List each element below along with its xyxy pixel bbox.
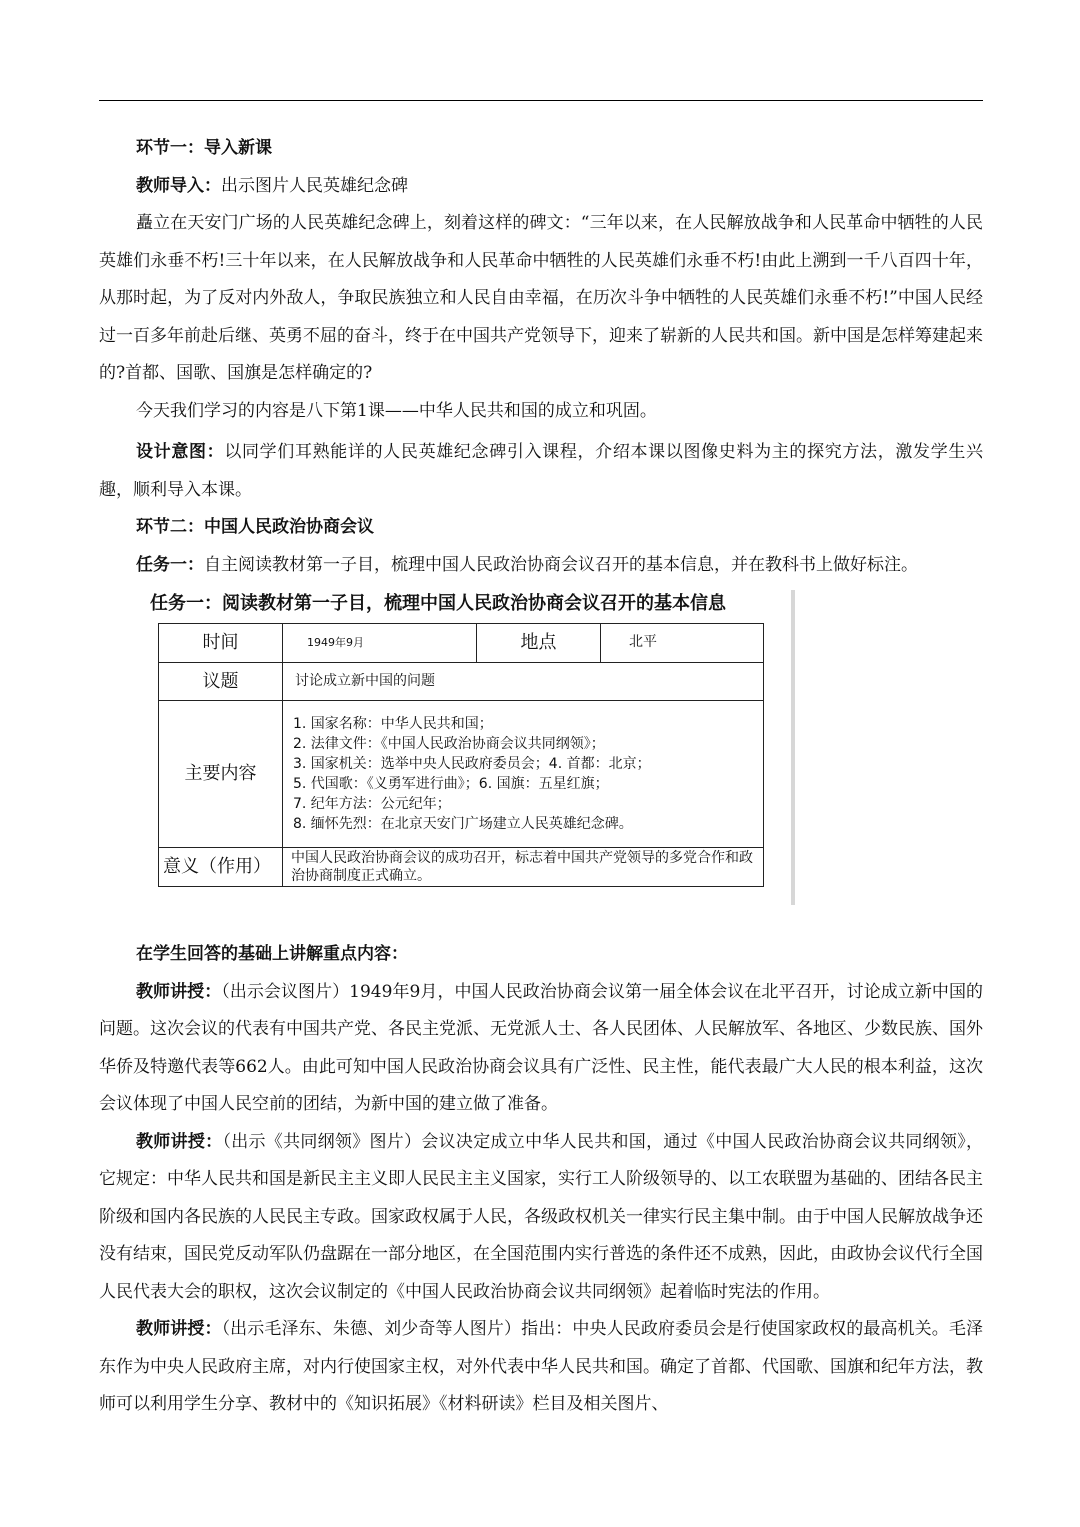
task-text: 自主阅读教材第一子目，梳理中国人民政治协商会议召开的基本信息，并在教科书上做好标注。 (204, 554, 918, 575)
task-label: 任务一： (136, 554, 204, 575)
design-intent-text: 以同学们耳熟能详的人民英雄纪念碑引入课程，介绍本课以图像史料为主的探究方法，激发学生兴趣，顺利导入本课。 (99, 442, 984, 500)
main-content-list (283, 701, 764, 848)
section3-heading: 在学生回答的基础上讲解重点内容： (136, 944, 408, 964)
teacher-intro-label: 教师导入： (136, 175, 221, 196)
place-label: 地点 (477, 624, 601, 663)
lesson-paragraph: 今天我们学习的内容是八下第1课——中华人民共和国的成立和巩固。 (136, 400, 657, 421)
info-table (158, 623, 764, 887)
time-value: 1949年9月 (283, 624, 477, 663)
lecture-section (99, 936, 983, 1424)
figure-side-bar (791, 590, 795, 905)
list-item: 2. 法律文件：《中国人民政治协商会议共同纲领》； (293, 736, 605, 752)
list-item: 3. 国家机关：选举中央人民政府委员会；4. 首都：北京； (293, 756, 651, 772)
table-row (159, 662, 764, 701)
teacher-intro-text: 出示图片人民英雄纪念碑 (221, 175, 408, 196)
list-item: 7. 纪年方法：公元纪年； (293, 796, 451, 812)
significance-value: 中国人民政治协商会议的成功召开，标志着中国共产党领导的多党合作和政治协商制度正式确立。 (283, 848, 764, 887)
task-paragraph (99, 547, 983, 585)
design-intent (99, 434, 983, 509)
list-item: 1. 国家名称：中华人民共和国； (293, 716, 493, 732)
lecture-text: （出示会议图片）1949年9月，中国人民政治协商会议第一届全体会议在北平召开，讨论成立新中国的问题。这次会议的代表有中国共产党、各民主党派、无党派人士、各人民团体、人民解放军、各地区、少数民族、国外华侨及特邀代表等662人。由此可知中国人民政治协商会议具有广泛性、民主性，能代表最广大人民的根本利益，这次会议体现了中国人民空前的团结，为新中国的建立做了准备。 (99, 981, 984, 1114)
table-row (159, 701, 764, 848)
lecture-label: 教师讲授： (136, 1131, 223, 1152)
lecture-paragraph-1 (99, 974, 983, 1124)
topic-value: 讨论成立新中国的问题 (283, 662, 764, 701)
figure-title: 任务一：阅读教材第一子目，梳理中国人民政治协商会议召开的基本信息 (150, 593, 726, 614)
list-item: 5. 代国歌：《义勇军进行曲》；6. 国旗：五星红旗； (293, 776, 609, 792)
list-item: 8. 缅怀先烈：在北京天安门广场建立人民英雄纪念碑。 (293, 816, 633, 832)
significance-label: 意义（作用） (159, 848, 283, 887)
table-row (159, 624, 764, 663)
lecture-text: （出示《共同纲领》图片）会议决定成立中华人民共和国，通过《中国人民政治协商会议共同纲领》，它规定：中华人民共和国是新民主主义即人民民主主义国家，实行工人阶级领导的、以工农联盟为基础的、团结各民主阶级和国内各民族的人民民主专政。国家政权属于人民，各级政权机关一律实行民主集中制。由于中国人民解放战争还没有结束，国民党反动军队仍盘踞在一部分地区，在全国范围内实行普选的条件还不成熟，因此，由政协会议代行全国人民代表大会的职权，这次会议制定的《中国人民政治协商会议共同纲领》起着临时宪法的作用。 (99, 1131, 984, 1302)
intro-paragraph: 矗立在天安门广场的人民英雄纪念碑上，刻着这样的碑文：“三年以来，在人民解放战争和人民革命中牺牲的人民英雄们永垂不朽!三十年以来，在人民解放战争和人民革命中牺牲的人民英雄们永垂不朽!由此上溯到一千八百四十年，从那时起，为了反对内外敌人，争取民族独立和人民自由幸福，在历次斗争中牺牲的人民英雄们永垂不朽!”中国人民经过一百多年前赴后继、英勇不屈的奋斗，终于在中国共产党领导下，迎来了崭新的人民共和国。新中国是怎样筹建起来的?首都、国歌、国旗是怎样确定的? (99, 213, 983, 383)
lecture-label: 教师讲授： (136, 981, 222, 1002)
document-body (99, 130, 983, 1424)
lecture-paragraph-2 (99, 1124, 983, 1312)
lecture-text: （出示毛泽东、朱德、刘少奇等人图片）指出：中央人民政府委员会是行使国家政权的最高机关。毛泽东作为中央人民政府主席，对内行使国家主权，对外代表中华人民共和国。确定了首都、代国歌、国旗和纪年方法，教师可以利用学生分享、教材中的《知识拓展》《材料研读》栏目及相关图片、 (99, 1319, 983, 1414)
main-content-label: 主要内容 (159, 701, 283, 848)
lecture-label: 教师讲授： (136, 1319, 222, 1339)
teacher-intro (99, 168, 983, 206)
time-label: 时间 (159, 624, 283, 663)
section1-heading: 环节一：导入新课 (136, 138, 272, 158)
design-intent-label: 设计意图： (136, 442, 225, 462)
topic-label: 议题 (159, 662, 283, 701)
section2-heading: 环节二：中国人民政治协商会议 (136, 517, 374, 537)
task-figure (99, 590, 983, 936)
lecture-paragraph-3 (99, 1311, 983, 1424)
table-row (159, 848, 764, 887)
header-rule (99, 100, 983, 101)
place-value: 北平 (601, 624, 764, 663)
